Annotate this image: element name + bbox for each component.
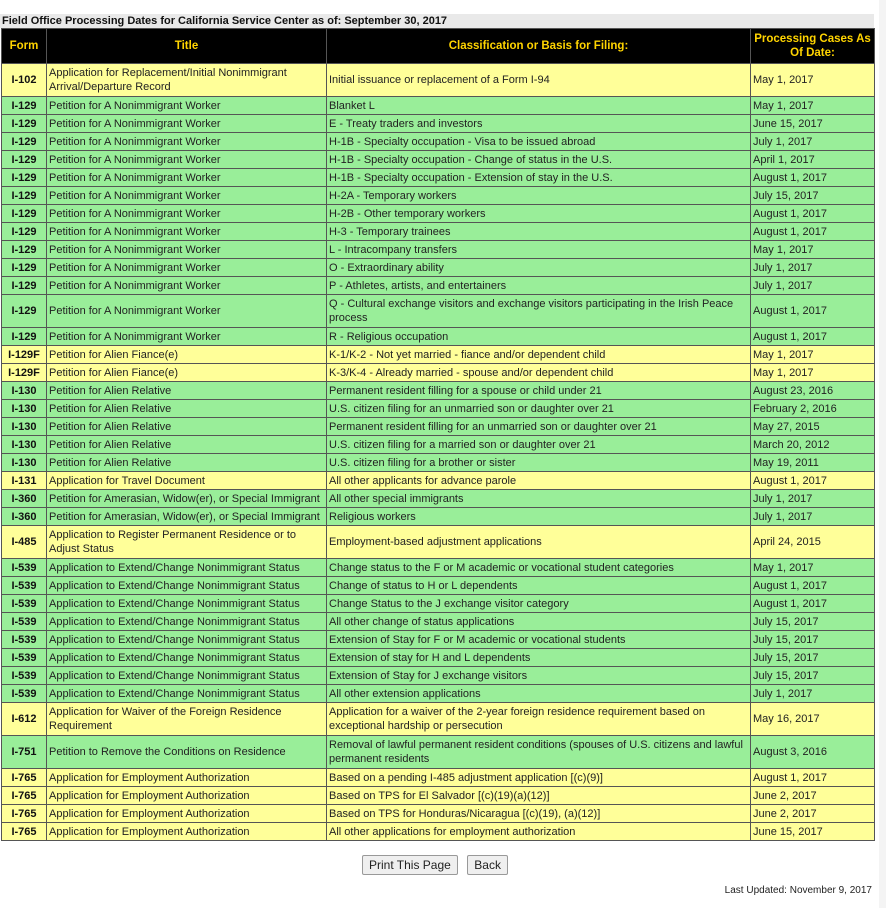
form-cell: I-129 — [2, 205, 47, 223]
form-cell: I-129 — [2, 223, 47, 241]
classification-cell: U.S. citizen filing for a married son or daughter over 21 — [327, 436, 751, 454]
title-cell: Application for Employment Authorization — [47, 823, 327, 841]
title-cell: Petition for Amerasian, Widow(er), or Special Immigrant — [47, 508, 327, 526]
classification-cell: Religious workers — [327, 508, 751, 526]
header-classification: Classification or Basis for Filing: — [327, 29, 751, 64]
classification-cell: All other extension applications — [327, 685, 751, 703]
form-cell: I-129 — [2, 295, 47, 328]
header-title: Title — [47, 29, 327, 64]
table-row — [2, 649, 875, 667]
form-cell: I-765 — [2, 787, 47, 805]
processing-date-cell: August 1, 2017 — [751, 769, 875, 787]
header-form: Form — [2, 29, 47, 64]
title-cell: Petition for Amerasian, Widow(er), or Special Immigrant — [47, 490, 327, 508]
table-row — [2, 823, 875, 841]
last-updated-text: Last Updated: November 9, 2017 — [724, 885, 872, 896]
classification-cell: H-1B - Specialty occupation - Extension of stay in the U.S. — [327, 169, 751, 187]
table-row — [2, 223, 875, 241]
form-cell: I-130 — [2, 382, 47, 400]
processing-date-cell: July 1, 2017 — [751, 490, 875, 508]
form-cell: I-129F — [2, 346, 47, 364]
classification-cell: O - Extraordinary ability — [327, 259, 751, 277]
form-cell: I-539 — [2, 559, 47, 577]
form-cell: I-539 — [2, 667, 47, 685]
form-cell: I-539 — [2, 595, 47, 613]
table-row — [2, 595, 875, 613]
form-cell: I-129 — [2, 277, 47, 295]
form-cell: I-129 — [2, 115, 47, 133]
title-cell: Application to Extend/Change Nonimmigrant Status — [47, 667, 327, 685]
classification-cell: H-1B - Specialty occupation - Change of status in the U.S. — [327, 151, 751, 169]
classification-cell: Based on TPS for El Salvador [(c)(19)(a)(12)] — [327, 787, 751, 805]
classification-cell: Extension of stay for H and L dependents — [327, 649, 751, 667]
title-cell: Application to Extend/Change Nonimmigrant Status — [47, 559, 327, 577]
table-row — [2, 703, 875, 736]
title-cell: Application to Extend/Change Nonimmigrant Status — [47, 649, 327, 667]
table-body — [2, 64, 875, 841]
title-cell: Petition for Alien Fiance(e) — [47, 346, 327, 364]
processing-date-cell: August 1, 2017 — [751, 472, 875, 490]
table-row — [2, 382, 875, 400]
title-cell: Petition for Alien Relative — [47, 454, 327, 472]
processing-date-cell: July 1, 2017 — [751, 259, 875, 277]
header-processing-date: Processing Cases As Of Date: — [751, 29, 875, 64]
processing-date-cell: June 15, 2017 — [751, 823, 875, 841]
form-cell: I-539 — [2, 631, 47, 649]
processing-date-cell: July 15, 2017 — [751, 187, 875, 205]
table-row — [2, 97, 875, 115]
classification-cell: Extension of Stay for F or M academic or vocational students — [327, 631, 751, 649]
processing-date-cell: July 15, 2017 — [751, 631, 875, 649]
title-cell: Application to Extend/Change Nonimmigrant Status — [47, 631, 327, 649]
title-cell: Petition for A Nonimmigrant Worker — [47, 205, 327, 223]
classification-cell: Extension of Stay for J exchange visitors — [327, 667, 751, 685]
form-cell: I-129 — [2, 187, 47, 205]
classification-cell: Employment-based adjustment applications — [327, 526, 751, 559]
processing-date-cell: August 1, 2017 — [751, 169, 875, 187]
title-cell: Application for Replacement/Initial Nonimmigrant Arrival/Departure Record — [47, 64, 327, 97]
processing-date-cell: August 23, 2016 — [751, 382, 875, 400]
classification-cell: Removal of lawful permanent resident conditions (spouses of U.S. citizens and lawful permanent residents — [327, 736, 751, 769]
classification-cell: H-1B - Specialty occupation - Visa to be issued abroad — [327, 133, 751, 151]
processing-date-cell: July 1, 2017 — [751, 685, 875, 703]
processing-date-cell: May 19, 2011 — [751, 454, 875, 472]
table-row — [2, 328, 875, 346]
form-cell: I-102 — [2, 64, 47, 97]
form-cell: I-765 — [2, 769, 47, 787]
title-cell: Petition for Alien Relative — [47, 382, 327, 400]
classification-cell: Change Status to the J exchange visitor category — [327, 595, 751, 613]
processing-date-cell: June 2, 2017 — [751, 787, 875, 805]
processing-date-cell: April 1, 2017 — [751, 151, 875, 169]
button-bar — [362, 855, 513, 875]
table-row — [2, 685, 875, 703]
processing-date-cell: April 24, 2015 — [751, 526, 875, 559]
table-row — [2, 151, 875, 169]
processing-date-cell: August 1, 2017 — [751, 223, 875, 241]
form-cell: I-751 — [2, 736, 47, 769]
classification-cell: Change of status to H or L dependents — [327, 577, 751, 595]
title-cell: Petition for A Nonimmigrant Worker — [47, 187, 327, 205]
table-row — [2, 769, 875, 787]
form-cell: I-539 — [2, 613, 47, 631]
processing-date-cell: February 2, 2016 — [751, 400, 875, 418]
table-row — [2, 364, 875, 382]
processing-date-cell: May 1, 2017 — [751, 364, 875, 382]
classification-cell: Based on a pending I-485 adjustment application [(c)(9)] — [327, 769, 751, 787]
table-row — [2, 805, 875, 823]
title-cell: Petition for A Nonimmigrant Worker — [47, 277, 327, 295]
classification-cell: Application for a waiver of the 2-year foreign residence requirement based on exceptional hardship or persecution — [327, 703, 751, 736]
table-row — [2, 277, 875, 295]
title-cell: Application for Employment Authorization — [47, 787, 327, 805]
table-row — [2, 187, 875, 205]
title-cell: Application to Extend/Change Nonimmigrant Status — [47, 613, 327, 631]
title-cell: Application to Extend/Change Nonimmigrant Status — [47, 577, 327, 595]
processing-date-cell: March 20, 2012 — [751, 436, 875, 454]
form-cell: I-539 — [2, 685, 47, 703]
processing-date-cell: August 1, 2017 — [751, 595, 875, 613]
processing-date-cell: June 15, 2017 — [751, 115, 875, 133]
classification-cell: U.S. citizen filing for an unmarried son or daughter over 21 — [327, 400, 751, 418]
table-row — [2, 241, 875, 259]
processing-date-cell: May 1, 2017 — [751, 241, 875, 259]
table-row — [2, 667, 875, 685]
table-row — [2, 787, 875, 805]
classification-cell: E - Treaty traders and investors — [327, 115, 751, 133]
title-cell: Application to Extend/Change Nonimmigrant Status — [47, 685, 327, 703]
title-cell: Petition for A Nonimmigrant Worker — [47, 259, 327, 277]
table-row — [2, 472, 875, 490]
form-cell: I-485 — [2, 526, 47, 559]
processing-date-cell: July 15, 2017 — [751, 613, 875, 631]
page-scrollbar[interactable] — [879, 0, 886, 908]
processing-date-cell: August 1, 2017 — [751, 205, 875, 223]
processing-dates-table — [1, 28, 875, 841]
processing-date-cell: May 27, 2015 — [751, 418, 875, 436]
table-row — [2, 400, 875, 418]
table-header-row — [2, 29, 875, 64]
table-row — [2, 454, 875, 472]
classification-cell: P - Athletes, artists, and entertainers — [327, 277, 751, 295]
classification-cell: H-2B - Other temporary workers — [327, 205, 751, 223]
classification-cell: Permanent resident filling for a spouse or child under 21 — [327, 382, 751, 400]
table-row — [2, 346, 875, 364]
classification-cell: L - Intracompany transfers — [327, 241, 751, 259]
processing-date-cell: May 1, 2017 — [751, 559, 875, 577]
title-cell: Application for Travel Document — [47, 472, 327, 490]
title-cell: Petition for A Nonimmigrant Worker — [47, 223, 327, 241]
classification-cell: K-1/K-2 - Not yet married - fiance and/or dependent child — [327, 346, 751, 364]
processing-date-cell: July 1, 2017 — [751, 508, 875, 526]
form-cell: I-539 — [2, 577, 47, 595]
table-row — [2, 133, 875, 151]
form-cell: I-131 — [2, 472, 47, 490]
classification-cell: Change status to the F or M academic or vocational student categories — [327, 559, 751, 577]
table-row — [2, 736, 875, 769]
form-cell: I-130 — [2, 454, 47, 472]
title-cell: Petition for A Nonimmigrant Worker — [47, 115, 327, 133]
form-cell: I-612 — [2, 703, 47, 736]
processing-date-cell: July 1, 2017 — [751, 133, 875, 151]
table-row — [2, 490, 875, 508]
processing-date-cell: May 1, 2017 — [751, 97, 875, 115]
table-row — [2, 295, 875, 328]
form-cell: I-129 — [2, 133, 47, 151]
form-cell: I-129 — [2, 169, 47, 187]
title-cell: Petition to Remove the Conditions on Residence — [47, 736, 327, 769]
form-cell: I-130 — [2, 418, 47, 436]
processing-date-cell: July 1, 2017 — [751, 277, 875, 295]
title-cell: Application for Employment Authorization — [47, 769, 327, 787]
table-row — [2, 508, 875, 526]
form-cell: I-129 — [2, 328, 47, 346]
classification-cell: All other change of status applications — [327, 613, 751, 631]
form-cell: I-130 — [2, 400, 47, 418]
processing-date-cell: May 1, 2017 — [751, 346, 875, 364]
processing-date-cell: August 3, 2016 — [751, 736, 875, 769]
title-cell: Petition for A Nonimmigrant Worker — [47, 151, 327, 169]
table-row — [2, 418, 875, 436]
classification-cell: All other applicants for advance parole — [327, 472, 751, 490]
table-row — [2, 64, 875, 97]
processing-date-cell: August 1, 2017 — [751, 577, 875, 595]
classification-cell: All other applications for employment authorization — [327, 823, 751, 841]
form-cell: I-129 — [2, 259, 47, 277]
processing-date-cell: May 16, 2017 — [751, 703, 875, 736]
classification-cell: Blanket L — [327, 97, 751, 115]
table-row — [2, 577, 875, 595]
form-cell: I-129 — [2, 151, 47, 169]
table-row — [2, 631, 875, 649]
form-cell: I-129 — [2, 97, 47, 115]
form-cell: I-130 — [2, 436, 47, 454]
form-cell: I-765 — [2, 805, 47, 823]
classification-cell: All other special immigrants — [327, 490, 751, 508]
processing-date-cell: August 1, 2017 — [751, 328, 875, 346]
classification-cell: Permanent resident filling for an unmarried son or daughter over 21 — [327, 418, 751, 436]
processing-date-cell: July 15, 2017 — [751, 667, 875, 685]
back-button[interactable]: Back — [467, 855, 508, 875]
classification-cell: Initial issuance or replacement of a Form I-94 — [327, 64, 751, 97]
form-cell: I-360 — [2, 490, 47, 508]
title-cell: Petition for Alien Relative — [47, 400, 327, 418]
form-cell: I-129 — [2, 241, 47, 259]
form-cell: I-360 — [2, 508, 47, 526]
processing-date-cell: July 15, 2017 — [751, 649, 875, 667]
classification-cell: R - Religious occupation — [327, 328, 751, 346]
title-cell: Application to Register Permanent Residence or to Adjust Status — [47, 526, 327, 559]
form-cell: I-539 — [2, 649, 47, 667]
table-row — [2, 259, 875, 277]
processing-date-cell: August 1, 2017 — [751, 295, 875, 328]
title-cell: Application for Waiver of the Foreign Residence Requirement — [47, 703, 327, 736]
title-cell: Petition for A Nonimmigrant Worker — [47, 97, 327, 115]
classification-cell: Based on TPS for Honduras/Nicaragua [(c)(19), (a)(12)] — [327, 805, 751, 823]
title-cell: Petition for A Nonimmigrant Worker — [47, 241, 327, 259]
table-row — [2, 559, 875, 577]
title-cell: Application to Extend/Change Nonimmigrant Status — [47, 595, 327, 613]
page-caption: Field Office Processing Dates for California Service Center as of: September 30, 2017 — [0, 14, 874, 28]
classification-cell: U.S. citizen filing for a brother or sister — [327, 454, 751, 472]
processing-date-cell: June 2, 2017 — [751, 805, 875, 823]
table-row — [2, 526, 875, 559]
table-row — [2, 169, 875, 187]
title-cell: Application for Employment Authorization — [47, 805, 327, 823]
classification-cell: K-3/K-4 - Already married - spouse and/or dependent child — [327, 364, 751, 382]
classification-cell: H-3 - Temporary trainees — [327, 223, 751, 241]
processing-date-cell: May 1, 2017 — [751, 64, 875, 97]
print-page-button[interactable]: Print This Page — [362, 855, 458, 875]
form-cell: I-765 — [2, 823, 47, 841]
title-cell: Petition for A Nonimmigrant Worker — [47, 295, 327, 328]
title-cell: Petition for Alien Relative — [47, 418, 327, 436]
title-cell: Petition for A Nonimmigrant Worker — [47, 328, 327, 346]
table-row — [2, 613, 875, 631]
title-cell: Petition for A Nonimmigrant Worker — [47, 133, 327, 151]
table-row — [2, 115, 875, 133]
title-cell: Petition for Alien Fiance(e) — [47, 364, 327, 382]
classification-cell: Q - Cultural exchange visitors and exchange visitors participating in the Irish Peace process — [327, 295, 751, 328]
form-cell: I-129F — [2, 364, 47, 382]
classification-cell: H-2A - Temporary workers — [327, 187, 751, 205]
title-cell: Petition for Alien Relative — [47, 436, 327, 454]
table-row — [2, 436, 875, 454]
title-cell: Petition for A Nonimmigrant Worker — [47, 169, 327, 187]
table-row — [2, 205, 875, 223]
